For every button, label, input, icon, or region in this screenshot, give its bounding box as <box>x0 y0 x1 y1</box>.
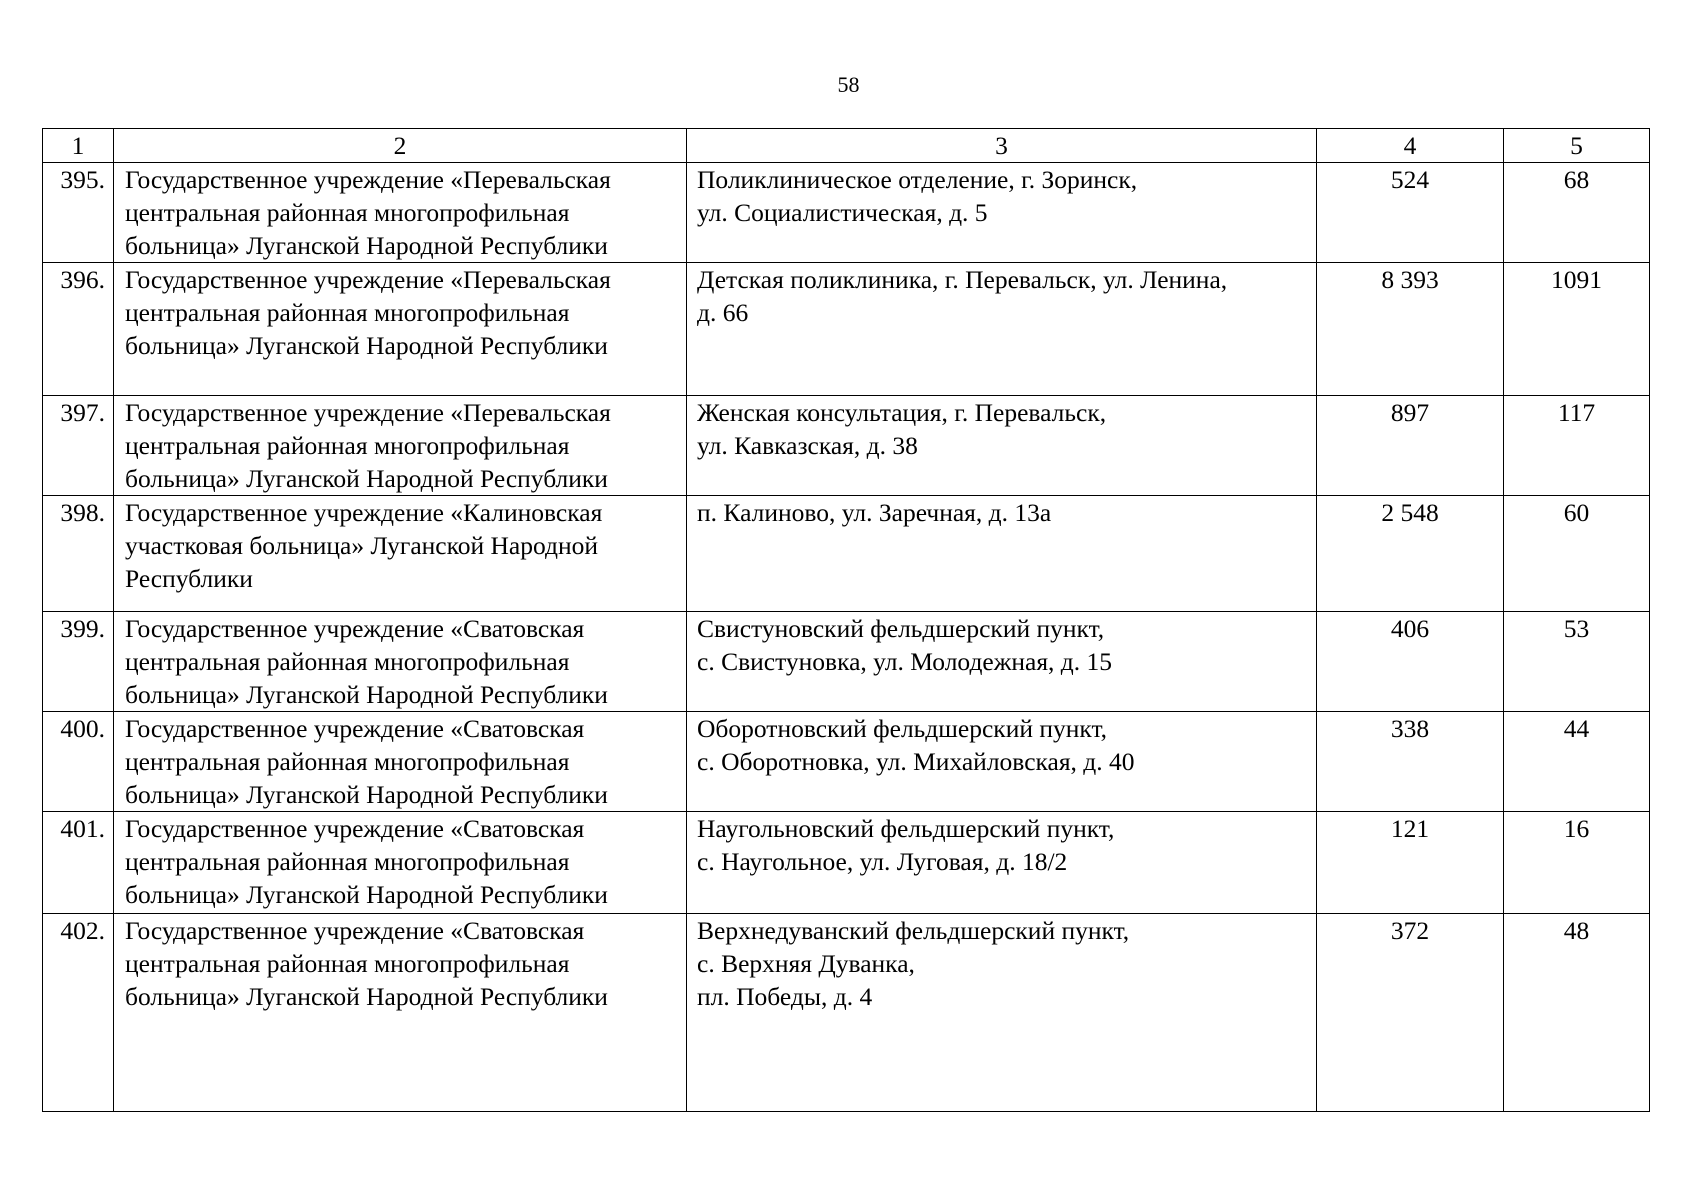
table-row <box>43 712 1650 812</box>
column-4-value: 524 <box>1317 163 1504 263</box>
header-col-1: 1 <box>43 129 114 163</box>
facility-address: Оборотновский фельдшерский пункт, с. Оборотновка, ул. Михайловская, д. 40 <box>687 712 1317 812</box>
table-row <box>43 812 1650 914</box>
organization-name: Государственное учреждение «Перевальская центральная районная многопрофильная больница» Луганской Народной Республики <box>114 396 687 496</box>
table-row <box>43 914 1650 1112</box>
row-number: 395. <box>43 163 114 263</box>
column-5-value: 44 <box>1504 712 1650 812</box>
column-5-value: 53 <box>1504 612 1650 712</box>
row-number: 396. <box>43 263 114 396</box>
column-4-value: 372 <box>1317 914 1504 1112</box>
column-4-value: 2 548 <box>1317 496 1504 612</box>
column-4-value: 338 <box>1317 712 1504 812</box>
row-number: 400. <box>43 712 114 812</box>
column-4-value: 8 393 <box>1317 263 1504 396</box>
column-4-value: 121 <box>1317 812 1504 914</box>
table-row <box>43 612 1650 712</box>
table-row <box>43 163 1650 263</box>
organization-name: Государственное учреждение «Калиновская участковая больница» Луганской Народной Республики <box>114 496 687 612</box>
header-col-4: 4 <box>1317 129 1504 163</box>
data-table <box>42 128 1650 1112</box>
organization-name: Государственное учреждение «Сватовская центральная районная многопрофильная больница» Луганской Народной Республики <box>114 914 687 1112</box>
table-header-row <box>43 129 1650 163</box>
row-number: 402. <box>43 914 114 1112</box>
facility-address: п. Калиново, ул. Заречная, д. 13а <box>687 496 1317 612</box>
row-number: 401. <box>43 812 114 914</box>
header-col-5: 5 <box>1504 129 1650 163</box>
column-5-value: 117 <box>1504 396 1650 496</box>
table-row <box>43 496 1650 612</box>
organization-name: Государственное учреждение «Перевальская центральная районная многопрофильная больница» Луганской Народной Республики <box>114 163 687 263</box>
organization-name: Государственное учреждение «Сватовская центральная районная многопрофильная больница» Луганской Народной Республики <box>114 812 687 914</box>
column-4-value: 897 <box>1317 396 1504 496</box>
row-number: 398. <box>43 496 114 612</box>
facility-address: Женская консультация, г. Перевальск, ул. Кавказская, д. 38 <box>687 396 1317 496</box>
table-row <box>43 396 1650 496</box>
table-row <box>43 263 1650 396</box>
row-number: 397. <box>43 396 114 496</box>
organization-name: Государственное учреждение «Перевальская центральная районная многопрофильная больница» Луганской Народной Республики <box>114 263 687 396</box>
column-5-value: 68 <box>1504 163 1650 263</box>
facility-address: Поликлиническое отделение, г. Зоринск, ул. Социалистическая, д. 5 <box>687 163 1317 263</box>
column-4-value: 406 <box>1317 612 1504 712</box>
facility-address: Свистуновский фельдшерский пункт, с. Свистуновка, ул. Молодежная, д. 15 <box>687 612 1317 712</box>
row-number: 399. <box>43 612 114 712</box>
column-5-value: 60 <box>1504 496 1650 612</box>
organization-name: Государственное учреждение «Сватовская центральная районная многопрофильная больница» Луганской Народной Республики <box>114 612 687 712</box>
column-5-value: 1091 <box>1504 263 1650 396</box>
header-col-3: 3 <box>687 129 1317 163</box>
facility-address: Детская поликлиника, г. Перевальск, ул. Ленина, д. 66 <box>687 263 1317 396</box>
header-col-2: 2 <box>114 129 687 163</box>
page-number: 58 <box>837 72 860 97</box>
facility-address: Наугольновский фельдшерский пункт, с. Наугольное, ул. Луговая, д. 18/2 <box>687 812 1317 914</box>
organization-name: Государственное учреждение «Сватовская центральная районная многопрофильная больница» Луганской Народной Республики <box>114 712 687 812</box>
column-5-value: 48 <box>1504 914 1650 1112</box>
facility-address: Верхнедуванский фельдшерский пункт, с. Верхняя Дуванка, пл. Победы, д. 4 <box>687 914 1317 1112</box>
column-5-value: 16 <box>1504 812 1650 914</box>
